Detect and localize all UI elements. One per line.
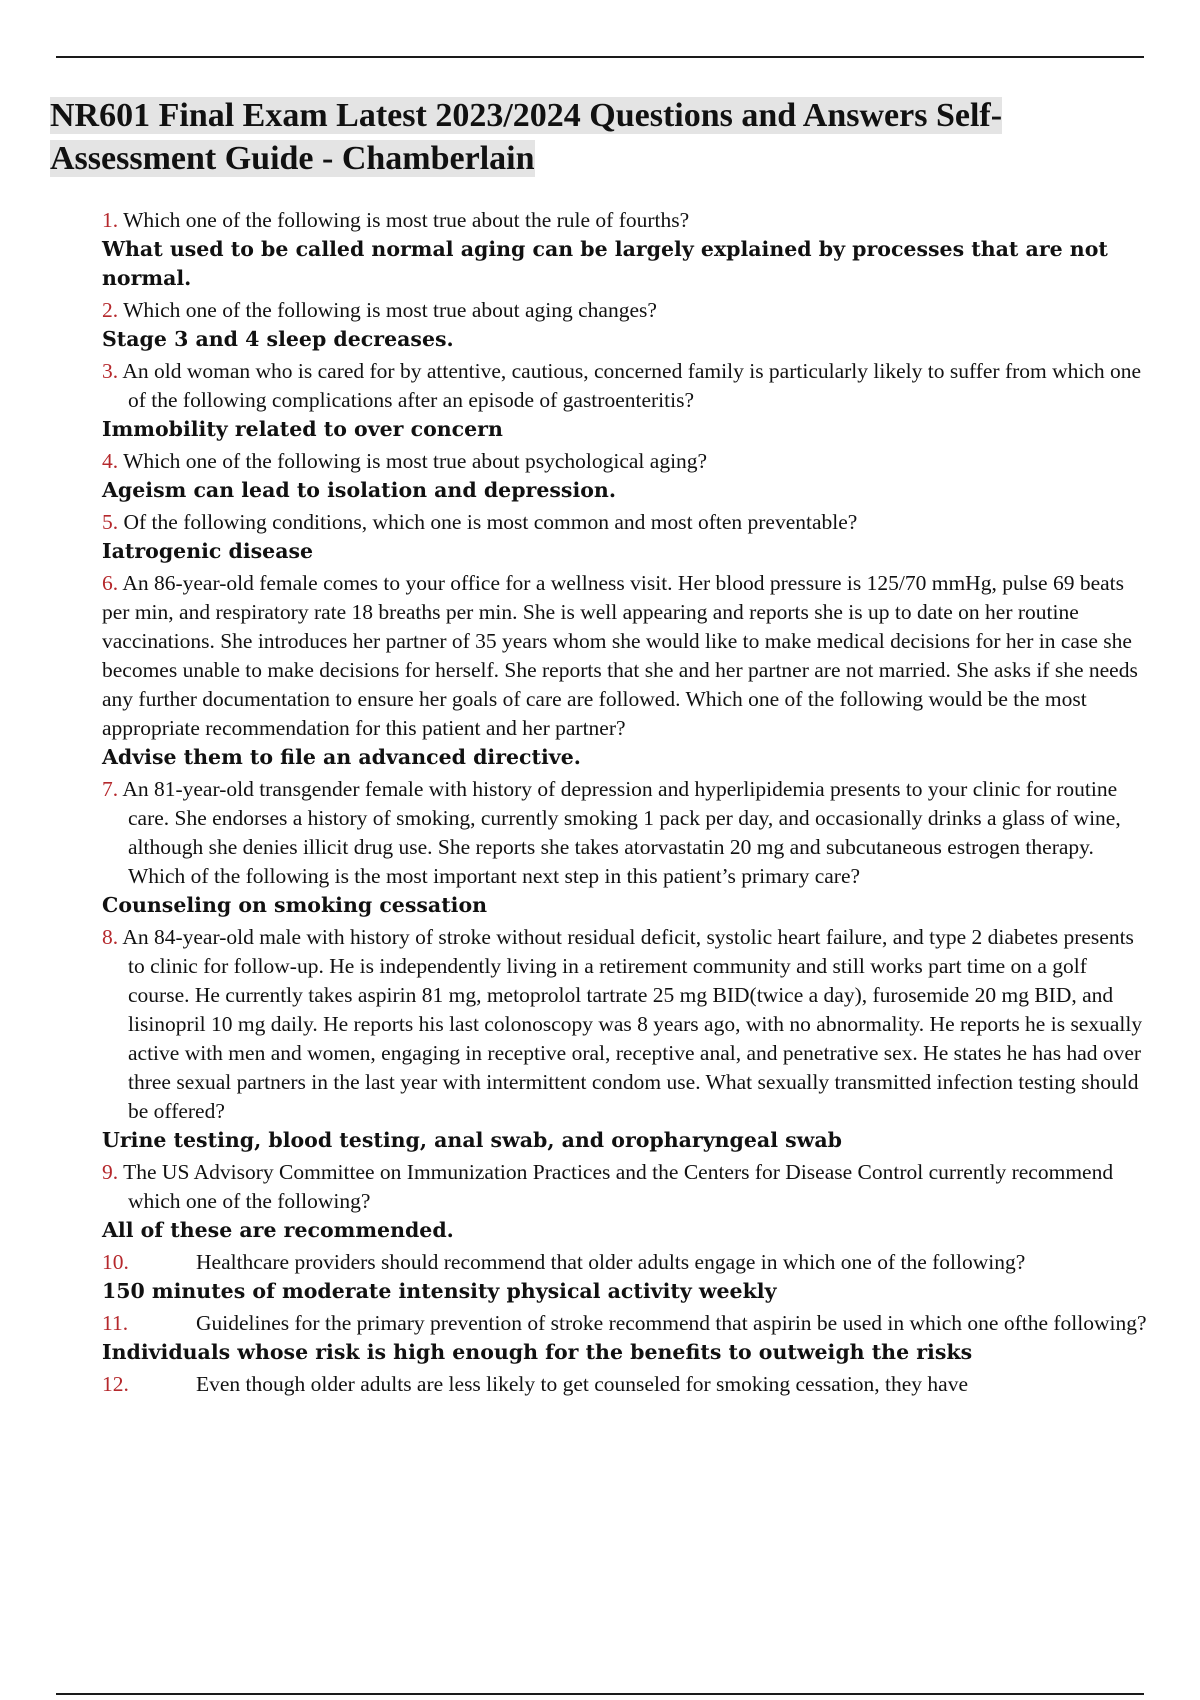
question-number: 11.	[102, 1311, 129, 1335]
question-text: An old woman who is cared for by attentive, cautious, concerned family is particularly likely to suffer from which one of the following complications after an episode of gastroenteritis?	[122, 359, 1142, 412]
question-number: 4.	[102, 449, 119, 473]
question-number: 6.	[102, 571, 119, 595]
question-8	[102, 923, 1150, 1126]
answer-9: All of these are recommended.	[102, 1218, 454, 1242]
question-text: Which one of the following is most true about the rule of fourths?	[123, 208, 690, 232]
question-number: 1.	[102, 208, 119, 232]
question-number: 3.	[102, 359, 119, 383]
question-10	[102, 1248, 1150, 1277]
top-rule	[56, 56, 1144, 58]
question-9	[102, 1158, 1150, 1216]
answer-6: Advise them to file an advanced directive.	[102, 745, 581, 769]
question-1	[102, 206, 1150, 235]
question-7	[102, 775, 1150, 891]
answer-8: Urine testing, blood testing, anal swab, and oropharyngeal swab	[102, 1128, 842, 1152]
question-6	[102, 569, 1150, 743]
question-number: 5.	[102, 510, 119, 534]
answer-2: Stage 3 and 4 sleep decreases.	[102, 327, 454, 351]
question-number: 7.	[102, 777, 119, 801]
qa-list	[102, 206, 1150, 1399]
question-11	[102, 1309, 1150, 1338]
answer-5: Iatrogenic disease	[102, 539, 314, 563]
question-5	[102, 508, 1150, 537]
answer-11: Individuals whose risk is high enough for the benefits to outweigh the risks	[102, 1340, 973, 1364]
question-text: Of the following conditions, which one is most common and most often preventable?	[123, 510, 858, 534]
question-text: An 84-year-old male with history of stroke without residual deficit, systolic heart failure, and type 2 diabetes presents to clinic for follow-up. He is independently living in a retirement community and still works part time on a golf course. He currently takes aspirin 81 mg, metoprolol tartrate 25 mg BID(twice a day), furosemide 20 mg BID, and lisinopril 10 mg daily. He reports his last colonoscopy was 8 years ago, with no abnormality. He reports he is sexually active with men and women, engaging in receptive oral, receptive anal, and penetrative sex. He states he has had over three sexual partners in the last year with intermittent condom use. What sexually transmitted infection testing should be offered?	[122, 925, 1143, 1123]
question-3	[102, 357, 1150, 415]
question-number: 8.	[102, 925, 119, 949]
answer-3: Immobility related to over concern	[102, 417, 503, 441]
bottom-rule	[56, 1693, 1144, 1695]
question-text: Which one of the following is most true about psychological aging?	[123, 449, 708, 473]
answer-10: 150 minutes of moderate intensity physical activity weekly	[102, 1279, 777, 1303]
question-2	[102, 296, 1150, 325]
answer-7: Counseling on smoking cessation	[102, 893, 488, 917]
question-4	[102, 447, 1150, 476]
question-text: An 81-year-old transgender female with history of depression and hyperlipidemia presents to your clinic for routine care. She endorses a history of smoking, currently smoking 1 pack per day, and occasionally drinks a glass of wine, although she denies illicit drug use. She reports she takes atorvastatin 20 mg and subcutaneous estrogen therapy. Which of the following is the most important next step in this patient’s primary care?	[122, 777, 1121, 888]
question-number: 12.	[102, 1372, 129, 1396]
question-text: Guidelines for the primary prevention of stroke recommend that aspirin be used in which one ofthe following?	[196, 1311, 1147, 1335]
question-text: Which one of the following is most true about aging changes?	[123, 298, 657, 322]
page-title	[50, 94, 1150, 180]
answer-4: Ageism can lead to isolation and depression.	[102, 478, 616, 502]
question-12	[102, 1370, 1150, 1399]
question-number: 2.	[102, 298, 119, 322]
question-text: The US Advisory Committee on Immunization Practices and the Centers for Disease Control currently recommend which one of the following?	[123, 1160, 1114, 1213]
answer-1: What used to be called normal aging can be largely explained by processes that are not normal.	[102, 237, 1108, 290]
page-title-text: NR601 Final Exam Latest 2023/2024 Questions and Answers Self-Assessment Guide - Chamberlain	[50, 97, 1003, 177]
question-number: 9.	[102, 1160, 119, 1184]
question-text: Even though older adults are less likely to get counseled for smoking cessation, they have	[196, 1372, 969, 1396]
question-text: An 86-year-old female comes to your office for a wellness visit. Her blood pressure is 125/70 mmHg, pulse 69 beats per min, and respiratory rate 18 breaths per min. She is well appearing and reports she is up to date on her routine vaccinations. She introduces her partner of 35 years whom she would like to make medical decisions for her in case she becomes unable to make decisions for herself. She reports that she and her partner are not married. She asks if she needs any further documentation to ensure her goals of care are followed. Which one of the following would be the most appropriate recommendation for this patient and her partner?	[102, 571, 1138, 740]
question-text: Healthcare providers should recommend that older adults engage in which one of the following?	[196, 1250, 1026, 1274]
question-number: 10.	[102, 1250, 129, 1274]
